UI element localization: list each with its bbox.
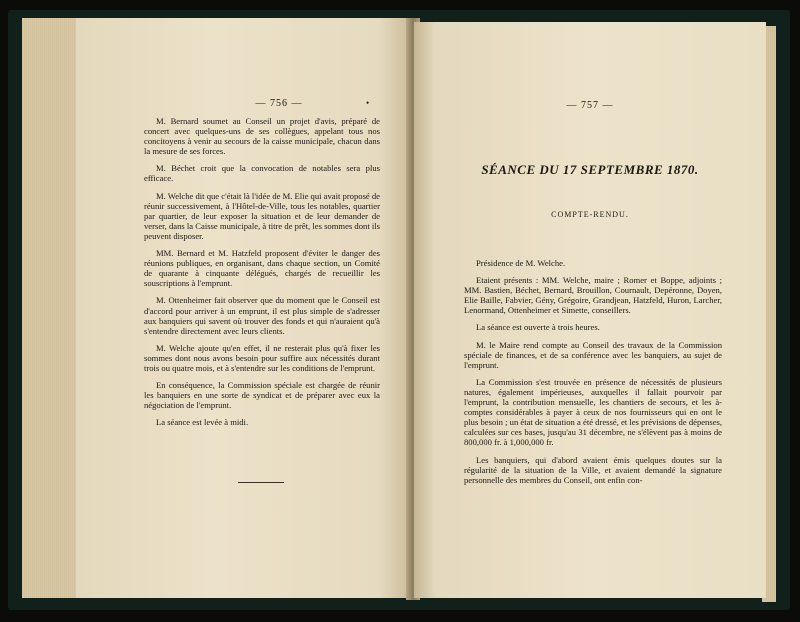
paragraph: Etaient présents : MM. Welche, maire ; Romer et Boppe, adjoints ; MM. Bastien, Béchet, Bernard, Brouillon, Cournault, Depéronne, Doyen, Elie Baille, Fabvier, Gény, Grégoire, Grandjean, Hatzfeld, Huron, Larcher, Lenormand, Ottenheimer et Simette, conseillers. — [464, 275, 722, 316]
section-heading: COMPTE-RENDU. — [551, 210, 629, 219]
left-page — [76, 18, 412, 598]
paragraph: M. Welche dit que c'était là l'idée de M. Elie qui avait proposé de réunir successivement, à l'Hôtel-de-Ville, tous les notables, quartier par quartier, de leur exposer la situation et de leur demander de verser, dans la Caisse municipale, à titre de prêt, les sommes dont ils peuvent disposer. — [144, 190, 380, 241]
paragraph: MM. Bernard et M. Hatzfeld proposent d'éviter le danger des réunions publiques, en organisant, dans chaque section, un Comité de quarante à cinquante délégués, chargés de recueillir les souscriptions à l'emprunt. — [144, 248, 380, 289]
session-title: SÉANCE DU 17 SEPTEMBRE 1870. — [481, 162, 699, 177]
paragraph: En conséquence, la Commission spéciale est chargée de réunir les banquiers en une sorte de syndicat et de préparer avec eux la négociation de l'emprunt. — [144, 380, 380, 411]
page-edges-left — [22, 18, 82, 598]
right-page-text — [464, 258, 722, 492]
paragraph: La séance est ouverte à trois heures. — [476, 322, 600, 333]
paragraph: Les banquiers, qui d'abord avaient émis quelques doutes sur la régularité de la situation de la Ville, et avaient demandé la signature personnelle des membres du Conseil, ont enfin con- — [464, 454, 722, 485]
end-rule — [238, 482, 284, 483]
paragraph: M. Ottenheimer fait observer que du moment que le Conseil est d'accord pour arriver à un emprunt, il est plus simple de s'adresser aux banquiers qui savent où trouver des fonds et qui n'auraient qu'à s'entendre directement avec leurs clients. — [144, 295, 380, 336]
right-page — [414, 22, 766, 598]
printer-mark: • — [366, 98, 370, 108]
left-page-text — [144, 116, 380, 434]
left-page-number: — 756 — — [255, 98, 303, 109]
paragraph: M. Béchet croit que la convocation de notables sera plus efficace. — [144, 163, 380, 184]
paragraph: Présidence de M. Welche. — [476, 258, 566, 268]
paragraph: M. le Maire rend compte au Conseil des travaux de la Commission spéciale de finances, et de sa conférence avec les banquiers, au sujet de l'emprunt. — [464, 339, 722, 370]
right-page-number: — 757 — — [566, 100, 614, 111]
paragraph: La séance est levée à midi. — [156, 417, 249, 428]
paragraph: M. Bernard soumet au Conseil un projet d'avis, préparé de concert avec quelques-uns de ses collègues, appelant tous nos concitoyens à venir au secours de la caisse municipale, chacun dans la mesure de ses forces. — [144, 116, 380, 157]
paragraph: M. Welche ajoute qu'en effet, il ne resterait plus qu'à fixer les sommes dont nous avons besoin pour suffire aux nécessités durant trois ou quatre mois, et à s'entendre sur les conditions de l'emprunt. — [144, 342, 380, 373]
paragraph: La Commission s'est trouvée en présence de nécessités de plusieurs natures, également impérieuses, auxquelles il fallait pourvoir par l'emprunt, la contribution mensuelle, les chantiers de secours, et les à-comptes considérables à payer à ceux de nos fournisseurs qui en ont le plus besoin ; un état de situation a été dressé, et les prévisions de dépenses, calculées sur ces bases, jusqu'au 31 décembre, ne s'élèvent pas à moins de 800,000 fr. à 1,000,000 fr. — [464, 376, 722, 448]
